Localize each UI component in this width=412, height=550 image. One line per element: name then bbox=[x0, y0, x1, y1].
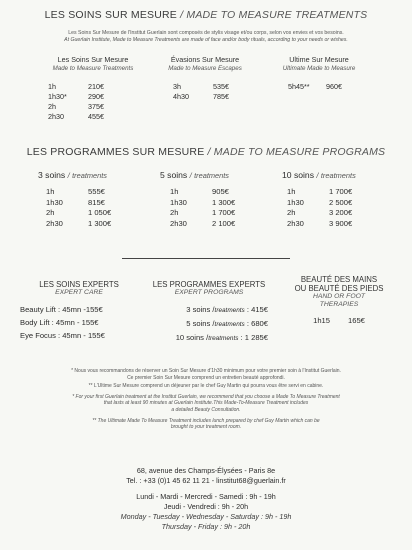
price-row: 4h30 785€ bbox=[173, 91, 229, 101]
programmes-col-2 bbox=[160, 170, 265, 229]
footnotes bbox=[0, 368, 412, 431]
expert-title: LES SOINS EXPERTS bbox=[39, 280, 119, 289]
price-row: 1h 210€ bbox=[48, 81, 104, 91]
hours-en: Monday - Tuesday - Wednesday - Saturday : 9h - 19h bbox=[120, 512, 292, 521]
expert-row: 1h15 165€ bbox=[313, 316, 365, 325]
col-subtitle: Made to Measure Escapes bbox=[168, 64, 242, 72]
expert-row: 3 soins /treatments : 415€ bbox=[186, 305, 268, 314]
soins-col-3 bbox=[264, 56, 374, 92]
price-row: 2h 1 050€ bbox=[46, 208, 112, 218]
price-row: 3h 535€ bbox=[173, 81, 229, 91]
intro-fr: Les Soins Sur Mesure de l'Institut Guerlain sont composés de stylis visage et/ou corps, selon vos envies et vos besoins. bbox=[68, 30, 344, 36]
footnote: * Nous vous recommandons de réserver un Soin Sur Mesure d'1h30 minimum pour votre premier soin à l'Institut Guerlain. bbox=[71, 368, 341, 374]
divider bbox=[122, 258, 290, 259]
footnote: ** The Ultimate Made To Measure Treatment includes lunch prepared by chef Guy Martin which can be bbox=[92, 417, 320, 424]
hours-fr: Jeudi - Vendredi : 9h - 20h bbox=[163, 502, 249, 511]
price-row: 2h30 1 300€ bbox=[46, 218, 112, 228]
footnote: brought to your treatment room. bbox=[170, 424, 242, 431]
title-fr: LES SOINS SUR MESURE bbox=[44, 9, 177, 21]
expert-row: Beauty Lift : 45mn -155€ bbox=[20, 305, 103, 314]
price-row: 2h 3 200€ bbox=[287, 208, 353, 218]
price-row: 2h30 3 900€ bbox=[287, 218, 353, 228]
prog-head: 10 soins / treatments bbox=[282, 170, 356, 180]
prog-head: 5 soins / treatments bbox=[160, 170, 229, 180]
footnote: that lasts at least 90 minutes at Guerlain Institute.This Made-To-Measure Treatment includes bbox=[103, 400, 309, 407]
col-title: Ultime Sur Mesure bbox=[289, 55, 349, 64]
beaute-mains-pieds bbox=[280, 275, 398, 327]
col-title: Évasions Sur Mesure bbox=[170, 55, 240, 64]
programmes-col-3 bbox=[282, 170, 392, 229]
section-title-programmes: LES PROGRAMMES SUR MESURE / MADE TO MEASURE PROGRAMS bbox=[26, 146, 386, 158]
price-row: 5h45** 960€ bbox=[288, 81, 342, 91]
price-row: 1h30 815€ bbox=[46, 197, 105, 207]
price-row: 1h 555€ bbox=[46, 187, 105, 196]
expert-subtitle: HAND OR FOOT bbox=[312, 293, 366, 300]
title-en: MADE TO MEASURE TREATMENTS bbox=[186, 9, 368, 21]
price-row: 2h 375€ bbox=[48, 101, 104, 111]
expert-row: Body Lift : 45mn - 155€ bbox=[20, 318, 99, 327]
expert-title: OU BEAUTÉ DES PIEDS bbox=[294, 284, 384, 293]
address: 68, avenue des Champs-Élysées - Paris 8e bbox=[136, 466, 276, 475]
expert-title: LES PROGRAMMES EXPERTS bbox=[152, 280, 266, 289]
title-fr: LES PROGRAMMES SUR MESURE bbox=[26, 146, 205, 158]
expert-subtitle: EXPERT CARE bbox=[55, 289, 103, 296]
soins-experts bbox=[14, 280, 144, 342]
price-row: 2h 1 700€ bbox=[170, 208, 236, 218]
phone-email: Tel. : +33 (0)1 45 62 11 21 - linstitut68@guerlain.fr bbox=[126, 476, 286, 485]
intro-en: At Guerlain Institute, Made to Measure Treatments are made of face and/or body rituals, according to your needs or wishes. bbox=[64, 37, 348, 43]
price-row: 1h 905€ bbox=[170, 187, 229, 196]
price-row: 1h30 2 500€ bbox=[287, 197, 353, 207]
expert-subtitle: THERAPIES bbox=[319, 301, 359, 308]
hours-fr: Lundi - Mardi - Mercredi - Samedi : 9h - 19h bbox=[136, 492, 276, 501]
hours-en: Thursday - Friday : 9h - 20h bbox=[161, 522, 251, 531]
footnote: a detailed Beauty Consultation. bbox=[171, 406, 241, 413]
expert-row: 10 soins /treatments : 1 285€ bbox=[175, 333, 268, 342]
price-row: 2h30 455€ bbox=[48, 112, 104, 122]
section-title-soins: LES SOINS SUR MESURE / MADE TO MEASURE TREATMENTS bbox=[44, 9, 368, 21]
soins-col-1 bbox=[38, 56, 148, 122]
price-row: 1h30* 290€ bbox=[48, 91, 104, 101]
col-title: Les Soins Sur Mesure bbox=[57, 55, 129, 64]
title-en: MADE TO MEASURE PROGRAMS bbox=[213, 146, 386, 158]
price-row: 1h30 1 300€ bbox=[170, 197, 236, 207]
price-row: 2h30 2 100€ bbox=[170, 218, 236, 228]
expert-subtitle: EXPERT PROGRAMS bbox=[174, 289, 244, 296]
col-subtitle: Ultimate Made to Measure bbox=[282, 64, 356, 72]
price-row: 1h 1 700€ bbox=[287, 187, 353, 196]
programmes-experts bbox=[144, 280, 274, 345]
expert-title: BEAUTÉ DES MAINS bbox=[300, 275, 378, 284]
expert-row: 5 soins /treatments : 680€ bbox=[186, 319, 268, 328]
expert-row: Eye Focus : 45mn - 155€ bbox=[20, 331, 105, 340]
footnote: * For your first Guerlain treatment at the Institut Guerlain, we recommend that you choose a Made To Measure Treatment bbox=[72, 393, 340, 400]
footnote: Ce premier Soin Sur Mesure comprend un entretien beauté approfondi. bbox=[127, 374, 285, 381]
soins-col-2 bbox=[150, 56, 260, 102]
col-subtitle: Made to Measure Treatments bbox=[52, 64, 134, 72]
footnote: ** L'Ultime Sur Mesure comprend un déjeuner par le chef Guy Martin qui pourra vous être servi en cabine. bbox=[88, 383, 324, 390]
programmes-col-1 bbox=[38, 170, 143, 229]
contact-block bbox=[0, 466, 412, 532]
prog-head: 3 soins / treatments bbox=[38, 170, 107, 180]
